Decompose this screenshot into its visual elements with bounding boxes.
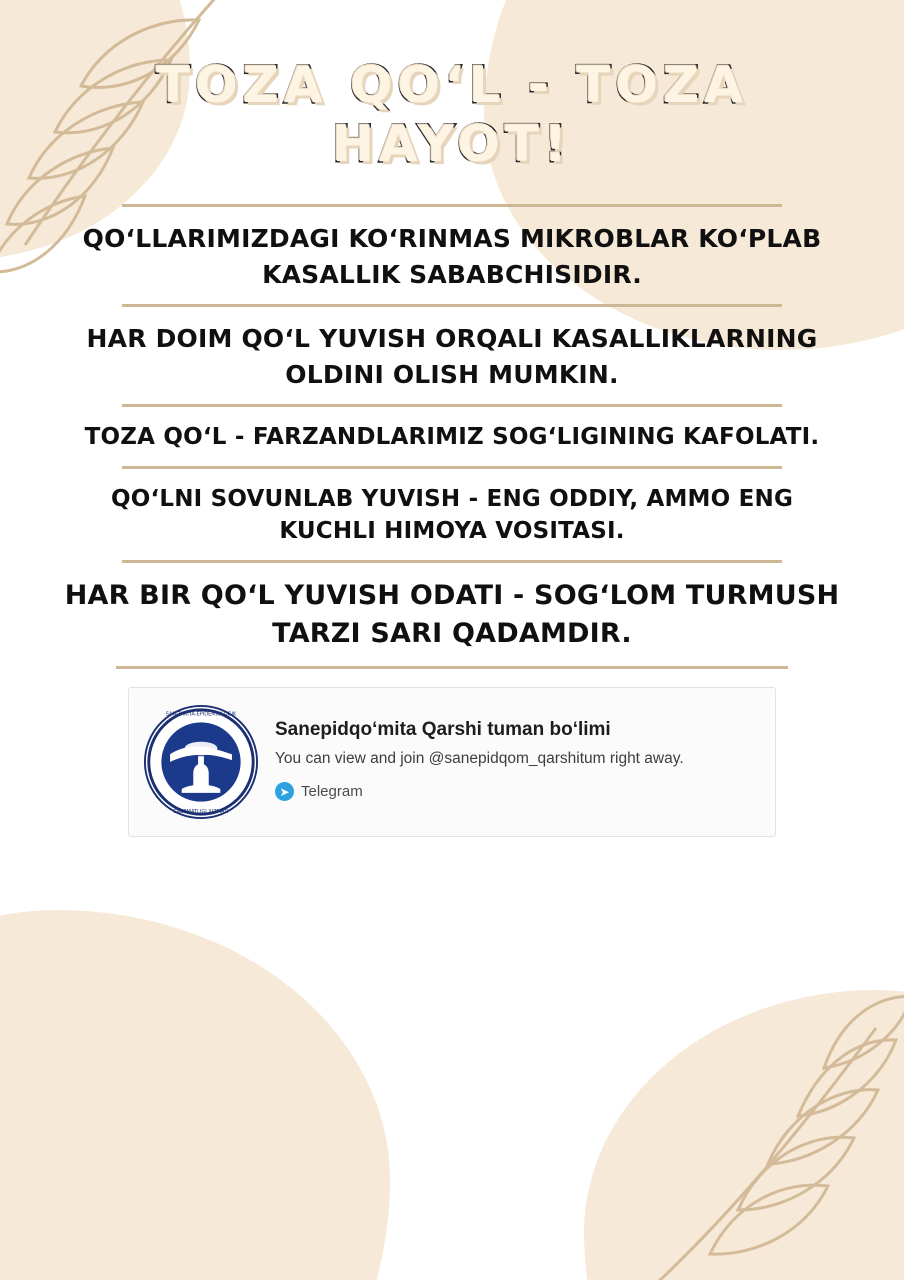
svg-text:SANITARIYA-EPIDEMIOLOGIK: SANITARIYA-EPIDEMIOLOGIK xyxy=(165,711,237,718)
telegram-source-label: Telegram xyxy=(301,783,363,801)
statement-2: HAR DOIM QO‘L YUVISH ORQALI KASALLIKLARNING OLDINI OLISH MUMKIN. xyxy=(86,324,818,389)
telegram-description: You can view and join @sanepidqom_qarshitum right away. xyxy=(275,750,684,768)
statement-5: HAR BIR QO‘L YUVISH ODATI - SOG‘LOM TURMUSH TARZI SARI QADAMDIR. xyxy=(64,579,840,650)
telegram-source-row xyxy=(275,782,757,801)
organization-emblem-icon xyxy=(143,704,259,820)
statements-section xyxy=(60,204,844,669)
svg-text:SALOMATLIGI XIZMATI: SALOMATLIGI XIZMATI xyxy=(173,808,229,815)
telegram-card-text xyxy=(275,704,757,802)
page-title: TOZA QO‘L - TOZA HAYOT! xyxy=(156,56,748,173)
telegram-channel-title: Sanepidqo‘mita Qarshi tuman bo‘limi xyxy=(275,718,611,740)
statement-1: QO‘LLARIMIZDAGI KO‘RINMAS MIKROBLAR KO‘PLAB KASALLIK SABABCHISIDIR. xyxy=(82,224,822,289)
telegram-icon: ➤ xyxy=(275,782,294,801)
statement-3: TOZA QO‘L - FARZANDLARIMIZ SOG‘LIGINING KAFOLATI. xyxy=(84,424,820,450)
divider xyxy=(116,666,788,669)
statement-4: QO‘LNI SOVUNLAB YUVISH - ENG ODDIY, AMMO ENG KUCHLI HIMOYA VOSITASI. xyxy=(110,485,794,545)
telegram-link-card[interactable] xyxy=(128,687,776,837)
